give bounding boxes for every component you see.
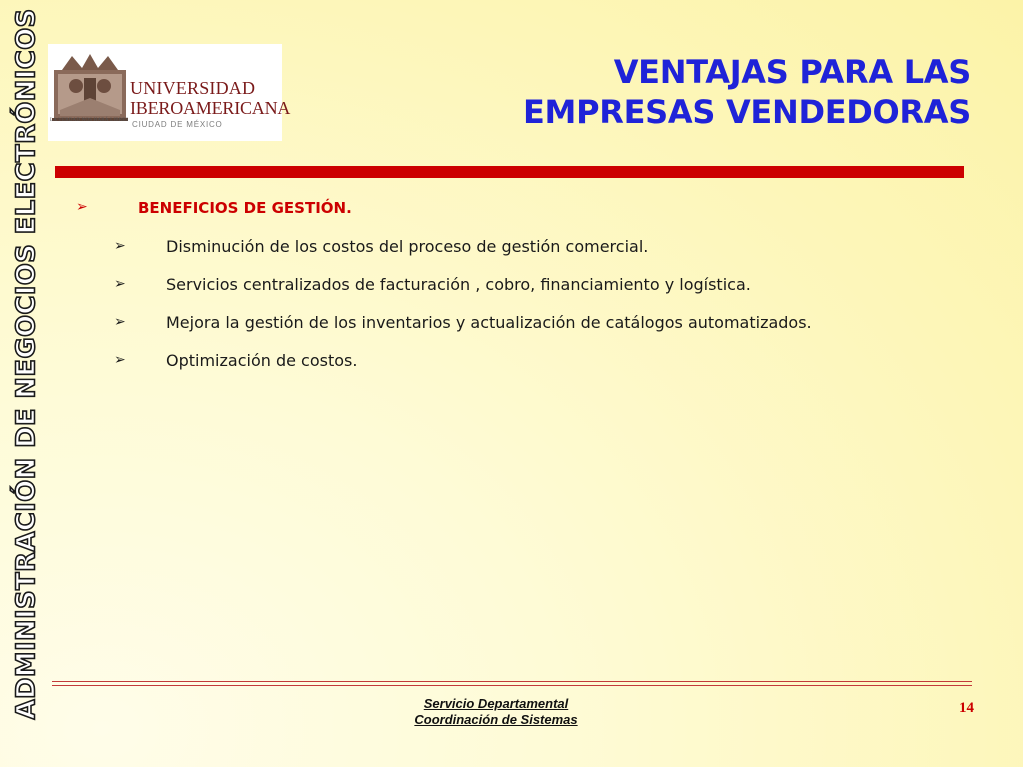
page-number: 14 [959, 700, 974, 716]
list-item [112, 236, 972, 257]
logo-motto: LA VERDAD NOS HARÁ LIBRES [50, 118, 129, 123]
list-item [112, 350, 972, 371]
logo-line-2: IBEROAMERICANA [130, 98, 291, 118]
list-item [112, 312, 972, 333]
arrow-bullet-icon: ➢ [114, 238, 126, 254]
slide-title-line-2: EMPRESAS VENDEDORAS [522, 93, 971, 131]
footer-line-2: Coordinación de Sistemas [414, 712, 578, 727]
side-banner-text: ADMINISTRACIÓN DE NEGOCIOS ELECTRÓNICOS [12, 8, 42, 720]
footer-line-1: Servicio Departamental [423, 696, 569, 711]
logo-line-1: UNIVERSIDAD [130, 78, 256, 98]
list-item-text: Mejora la gestión de los inventarios y actualización de catálogos automatizados. [166, 313, 812, 332]
arrow-bullet-icon: ➢ [76, 199, 88, 215]
slide-title [523, 52, 971, 132]
slide-title-line-1: VENTAJAS PARA LAS [613, 53, 971, 91]
list-item-text: Optimización de costos. [166, 351, 358, 370]
list-item [112, 274, 972, 295]
title-divider [55, 166, 964, 178]
arrow-bullet-icon: ➢ [114, 314, 126, 330]
logo-line-3: CIUDAD DE MÉXICO [132, 120, 223, 129]
section-heading-text: BENEFICIOS DE GESTIÓN. [138, 199, 352, 217]
list-item-text: Servicios centralizados de facturación , cobro, financiamiento y logística. [166, 275, 751, 294]
university-logo [48, 44, 291, 141]
side-banner [6, 8, 48, 720]
bullet-list [112, 236, 972, 388]
footer-divider [52, 681, 972, 689]
arrow-bullet-icon: ➢ [114, 276, 126, 292]
arrow-bullet-icon: ➢ [114, 352, 126, 368]
list-item-text: Disminución de los costos del proceso de gestión comercial. [166, 237, 649, 256]
footer-text [300, 696, 692, 728]
